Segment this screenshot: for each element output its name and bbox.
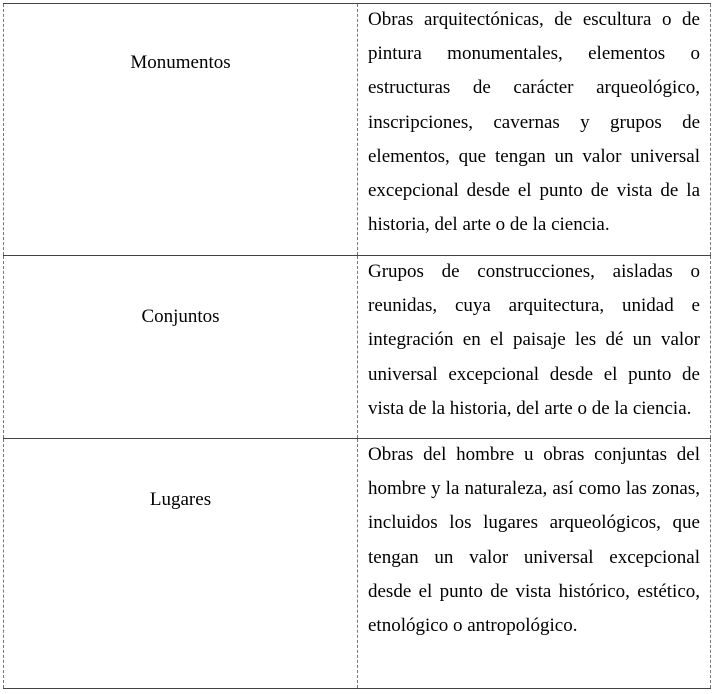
term-label: Lugares — [149, 489, 212, 510]
table-row — [4, 256, 711, 439]
term-cell — [4, 256, 358, 439]
term-cell — [4, 439, 358, 689]
definition-text: Obras del hombre u obras conjuntas del hombre y la naturaleza, así como las zonas, incluidos los lugares arqueológicos, que tengan un valor universal excepcional desde el punto de vista histórico, estético, etnológico o antropológico. — [368, 444, 700, 637]
table-row — [4, 439, 711, 689]
term-cell — [4, 4, 358, 256]
table-row — [4, 4, 711, 256]
definition-cell — [358, 4, 711, 256]
heritage-category-table — [3, 3, 711, 689]
definition-cell — [358, 439, 711, 689]
term-label: Conjuntos — [141, 306, 220, 327]
definition-text: Obras arquitectónicas, de escultura o de pintura monumentales, elementos o estructuras de carácter arqueológico, inscripciones, cavernas y grupos de elementos, que tengan un valor universal excepcional desde el punto de vista de la historia, del arte o de la ciencia. — [368, 9, 700, 236]
term-label: Monumentos — [130, 52, 231, 73]
definition-text: Grupos de construcciones, aisladas o reunidas, cuya arquitectura, unidad e integración en el paisaje les dé un valor universal excepcional desde el punto de vista de la historia, del arte o de la ciencia. — [368, 261, 700, 419]
definition-cell — [358, 256, 711, 439]
